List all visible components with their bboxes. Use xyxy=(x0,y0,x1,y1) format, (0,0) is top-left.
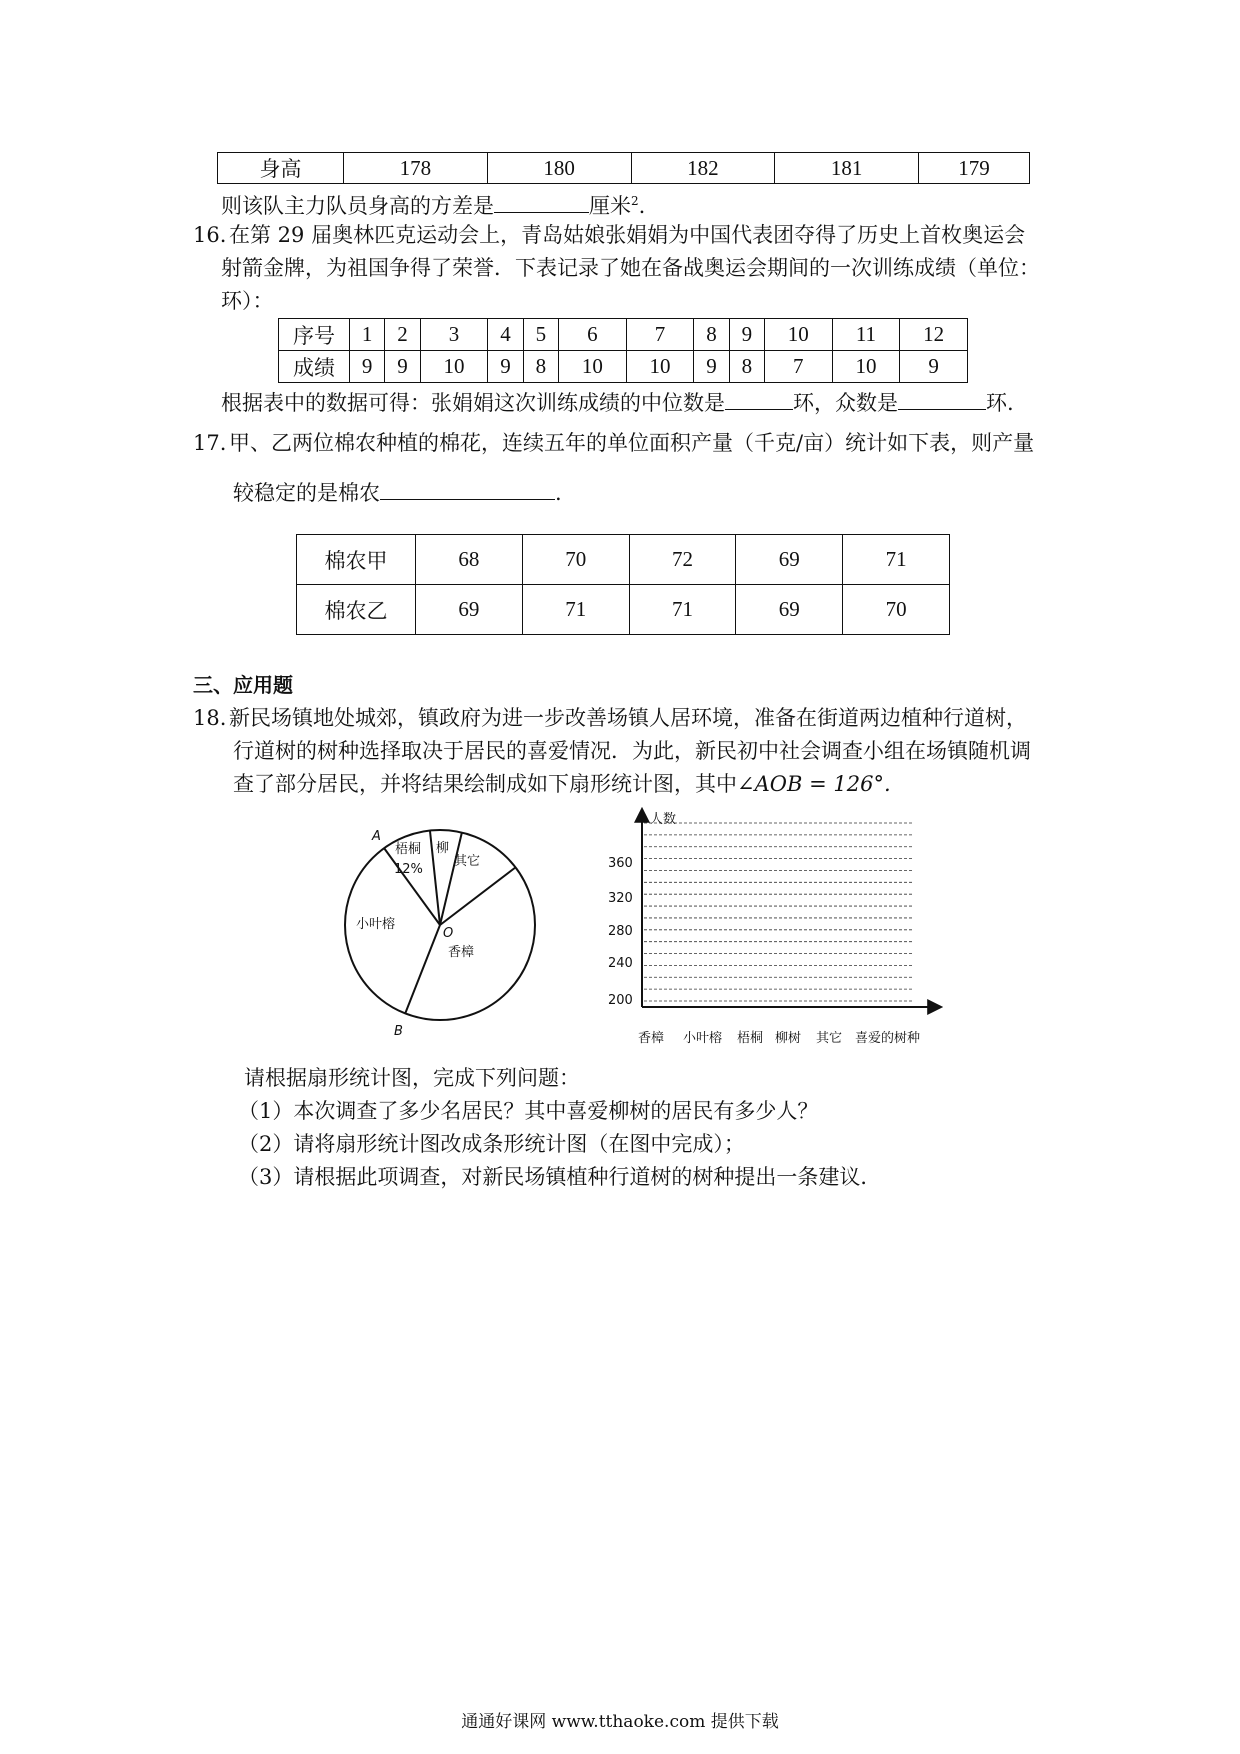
x-tick-label: 其它 xyxy=(816,1031,843,1046)
pie-label: 梧桐 xyxy=(395,842,422,857)
pie-label: 小叶榕 xyxy=(356,917,396,932)
radius-OA xyxy=(384,848,440,925)
point-A-label: A xyxy=(372,829,381,844)
pie-partial-label: 12% xyxy=(394,862,423,877)
table-cell: 12 xyxy=(900,319,968,351)
table-cell: 70 xyxy=(522,535,629,585)
table-cell: 5 xyxy=(523,319,558,351)
table-cell: 11 xyxy=(832,319,900,351)
table-cell: 7 xyxy=(764,351,832,383)
y-axis-label: 人数 xyxy=(650,812,677,827)
table-cell: 69 xyxy=(736,585,843,635)
cotton-row2-label: 棉农乙 xyxy=(297,585,416,635)
q18-sub1: （1）本次调查了多少名居民？其中喜爱柳树的居民有多少人？ xyxy=(238,1099,819,1123)
table-cell: 2 xyxy=(385,319,420,351)
table-cell: 182 xyxy=(631,153,775,184)
table-cell: 10 xyxy=(559,351,627,383)
cotton-row1-label: 棉农甲 xyxy=(297,535,416,585)
footer-text: 通通好课网 www.tthaoke.com 提供下载 xyxy=(461,1712,779,1732)
point-O-label: O xyxy=(443,926,454,941)
table-cell: 9 xyxy=(729,319,764,351)
table-cell: 8 xyxy=(523,351,558,383)
table-cell: 8 xyxy=(694,319,729,351)
y-tick-label: 200 xyxy=(608,993,633,1008)
x-tick-label: 梧桐 xyxy=(737,1031,764,1046)
table-cell: 4 xyxy=(488,319,523,351)
q16-line2: 射箭金牌，为祖国争得了荣誉．下表记录了她在备战奥运会期间的一次训练成绩（单位： xyxy=(221,256,1040,280)
scores-table xyxy=(278,318,968,383)
q18-sub-intro: 请根据扇形统计图，完成下列问题： xyxy=(244,1066,580,1090)
table-cell: 71 xyxy=(843,535,950,585)
q16-number: 16. xyxy=(193,223,227,247)
q18-sub2: （2）请将扇形统计图改成条形统计图（在图中完成）； xyxy=(238,1132,745,1156)
q16-line3: 环）： xyxy=(221,289,274,313)
y-tick-label: 320 xyxy=(608,891,633,906)
answer-blank[interactable] xyxy=(380,479,555,500)
pie-chart xyxy=(330,815,560,1040)
table-cell: 9 xyxy=(900,351,968,383)
pie-label: 其它 xyxy=(454,854,481,869)
section3-title: 三、应用题 xyxy=(193,673,293,697)
pie-label: 柳 xyxy=(436,841,450,856)
q16-answer-line: 根据表中的数据可得：张娟娟这次训练成绩的中位数是 环，众数是 环. xyxy=(221,391,1014,415)
scores-row1-label: 序号 xyxy=(279,319,350,351)
point-B-label: B xyxy=(394,1024,403,1039)
q18-sub3: （3）请根据此项调查，对新民场镇植种行道树的树种提出一条建议． xyxy=(238,1165,882,1189)
table-cell: 1 xyxy=(350,319,385,351)
table-cell: 71 xyxy=(522,585,629,635)
height-table xyxy=(217,152,1030,184)
height-table-header: 身高 xyxy=(218,153,344,184)
y-tick-label: 240 xyxy=(608,956,633,971)
table-cell: 3 xyxy=(420,319,488,351)
table-cell: 70 xyxy=(843,585,950,635)
table-cell: 9 xyxy=(350,351,385,383)
table-cell: 10 xyxy=(764,319,832,351)
table-cell: 68 xyxy=(416,535,523,585)
table-cell: 8 xyxy=(729,351,764,383)
q18-line3: 查了部分居民，并将结果绘制成如下扇形统计图，其中∠AOB = 126°. xyxy=(233,772,891,796)
x-tick-label: 香樟 xyxy=(638,1031,665,1046)
table-cell: 72 xyxy=(629,535,736,585)
q18-number: 18. xyxy=(193,706,227,730)
table-cell: 9 xyxy=(488,351,523,383)
answer-blank[interactable] xyxy=(494,192,589,213)
table-cell: 71 xyxy=(629,585,736,635)
q18-line1: 新民场镇地处城郊，镇政府为进一步改善场镇人居环境，准备在街道两边植种行道树， xyxy=(229,706,1027,730)
table-cell: 180 xyxy=(487,153,631,184)
table-cell: 178 xyxy=(344,153,488,184)
table-cell: 6 xyxy=(559,319,627,351)
table-cell: 69 xyxy=(416,585,523,635)
table-cell: 69 xyxy=(736,535,843,585)
table-cell: 181 xyxy=(775,153,919,184)
q17-line2: 较稳定的是棉农 . xyxy=(233,481,562,505)
y-tick-label: 280 xyxy=(608,924,633,939)
q16-line1: 在第 29 届奥林匹克运动会上，青岛姑娘张娟娟为中国代表团夺得了历史上首枚奥运会 xyxy=(229,223,1026,247)
table-cell: 10 xyxy=(832,351,900,383)
pie-label: 香樟 xyxy=(448,945,475,960)
x-axis-label: 喜爱的树种 xyxy=(855,1031,921,1046)
bar-chart xyxy=(600,805,945,1050)
q17-number: 17. xyxy=(193,431,227,455)
q15-answer-line: 则该队主力队员身高的方差是 厘米$^2$. xyxy=(221,194,646,218)
table-cell: 10 xyxy=(626,351,694,383)
mode-blank[interactable] xyxy=(898,389,986,410)
grid-lines xyxy=(644,823,913,1001)
table-cell: 10 xyxy=(420,351,488,383)
table-cell: 7 xyxy=(626,319,694,351)
table-cell: 9 xyxy=(694,351,729,383)
q17-line1: 甲、乙两位棉农种植的棉花，连续五年的单位面积产量（千克/亩）统计如下表，则产量 xyxy=(229,431,1035,455)
x-tick-label: 小叶榕 xyxy=(683,1031,723,1046)
table-cell: 179 xyxy=(919,153,1030,184)
y-tick-label: 360 xyxy=(608,856,633,871)
angle-expression: ∠AOB = 126°. xyxy=(737,772,891,796)
scores-row2-label: 成绩 xyxy=(279,351,350,383)
q18-line2: 行道树的树种选择取决于居民的喜爱情况．为此，新民初中社会调查小组在场镇随机调 xyxy=(233,739,1031,763)
radius-OB xyxy=(405,925,440,1014)
cotton-table xyxy=(296,534,950,635)
x-tick-label: 柳树 xyxy=(775,1031,802,1046)
median-blank[interactable] xyxy=(725,389,793,410)
table-cell: 9 xyxy=(385,351,420,383)
